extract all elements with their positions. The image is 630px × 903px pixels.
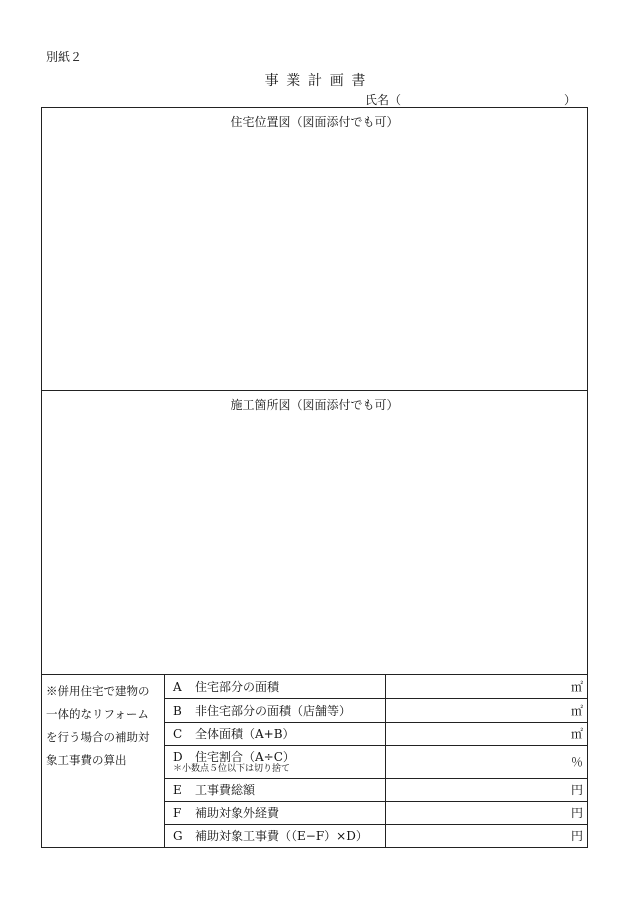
row-note: ＊小数点５位以下は切り捨て [173,763,291,774]
row-letter: E [173,783,182,797]
location-map-area[interactable] [42,108,587,391]
row-label: 補助対象外経費 [195,806,280,820]
table-row [165,778,587,801]
row-label: 補助対象工事費（（E−F）×D） [195,829,368,844]
row-label: 工事費総額 [195,783,256,797]
row-letter: B [173,703,182,718]
name-field[interactable] [365,91,580,108]
row-unit: 円 [570,829,583,844]
plan-form [41,107,588,848]
table-row [165,675,587,698]
calculation-table [165,675,587,847]
value-cell[interactable] [386,675,588,698]
row-unit: ㎡ [570,679,583,694]
value-cell[interactable] [386,778,588,801]
row-letter: C [173,727,183,741]
table-row [165,745,587,778]
table-row [165,824,587,847]
location-map-title: 住宅位置図（図面添付でも可） [230,115,399,129]
calculation-description: ※併用住宅で建物の一体的なリフォームを行う場合の補助対象工事費の算出 [42,675,165,847]
value-cell[interactable] [386,698,588,722]
row-letter: A [173,679,182,694]
name-label: 氏名（ [365,93,402,107]
construction-map-area[interactable] [42,391,587,675]
table-row [165,698,587,722]
name-close-paren: ） [563,93,576,107]
value-cell[interactable] [386,722,588,745]
construction-map-title: 施工箇所図（図面添付でも可） [230,398,399,412]
table-row [165,722,587,745]
row-label: 非住宅部分の面積（店舗等） [195,703,352,718]
row-label: 住宅部分の面積 [195,679,280,694]
row-letter: G [173,829,183,844]
value-cell[interactable] [386,824,588,847]
row-letter: D [173,749,183,764]
document-title: 事業計画書 [264,73,374,89]
row-unit: ％ [570,755,583,769]
row-letter: F [173,806,182,820]
attachment-label: 別紙２ [46,50,83,64]
row-unit: 円 [570,783,583,797]
row-label: 全体面積（A+B） [195,727,295,741]
row-unit: ㎡ [570,727,583,741]
value-cell[interactable] [386,801,588,824]
row-label: 住宅割合（A÷C） [195,749,295,764]
value-cell[interactable] [386,745,588,778]
calculation-section [42,675,587,847]
row-unit: ㎡ [570,703,583,718]
table-row [165,801,587,824]
row-unit: 円 [570,806,583,820]
